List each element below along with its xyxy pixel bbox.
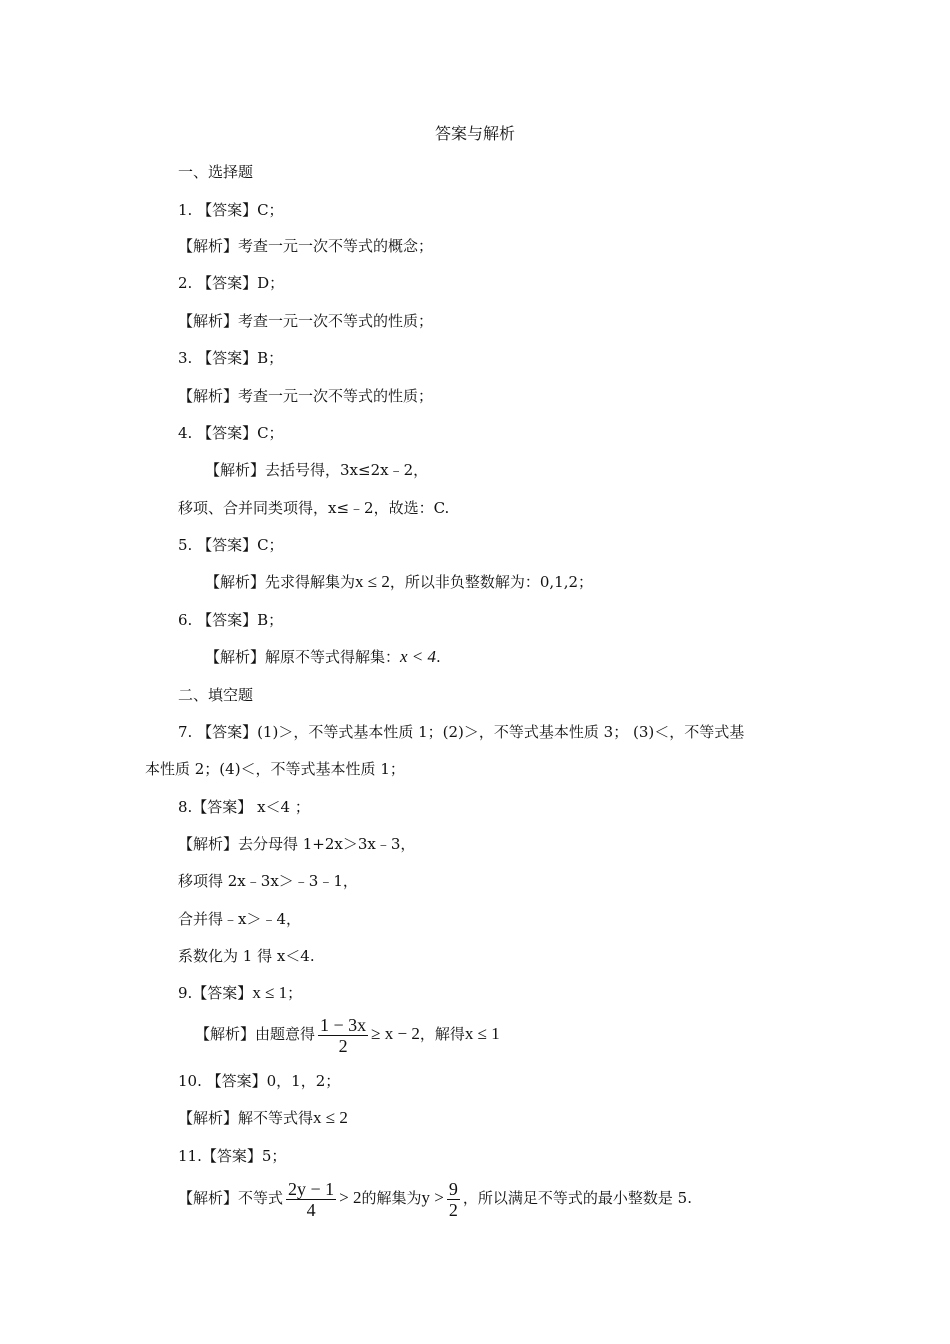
q9-explanation-math: ≥ x − 2 <box>371 1024 420 1043</box>
q9-answer-math: x ≤ 1 <box>252 983 288 1002</box>
q10-answer: 10. 【答案】0，1，2； <box>178 1072 341 1090</box>
q5-explanation <box>205 572 593 592</box>
q11-fraction-numerator: 2y − 1 <box>288 1178 335 1199</box>
q6-explanation-text: 【解析】解原不等式得解集： <box>205 648 401 666</box>
q5-math: x ≤ 2 <box>355 572 390 591</box>
q7-answer-line-1: 7. 【答案】(1)＞，不等式基本性质 1；(2)＞，不等式基本性质 3； (3)＜，不等式基 <box>178 723 745 741</box>
q2-answer: 2. 【答案】D； <box>178 274 285 292</box>
section-heading-choice: 一、选择题 <box>178 163 254 181</box>
q9-explanation-text: 【解析】由题意得 <box>195 1025 316 1043</box>
page-title: 答案与解析 <box>434 124 515 143</box>
q7-answer-line-2: 本性质 2；(4)＜，不等式基本性质 1； <box>145 760 405 778</box>
q2-explanation: 【解析】考查一元一次不等式的性质； <box>178 312 434 330</box>
q8-explanation-2: 移项得 2x﹣3x＞﹣3﹣1， <box>178 872 358 890</box>
q1-explanation: 【解析】考查一元一次不等式的概念； <box>178 237 434 255</box>
q6-answer: 6. 【答案】B； <box>178 611 284 629</box>
q6-explanation-text-2: . <box>436 648 441 666</box>
q11-explanation-math: > 2 <box>339 1188 362 1207</box>
q11-explanation-math-2: y > <box>421 1188 444 1207</box>
q5-explanation-text: 【解析】先求得解集为 <box>205 573 356 591</box>
q8-answer: 8.【答案】 x＜4 ； <box>178 798 310 816</box>
q11-fraction-denominator: 4 <box>306 1199 316 1220</box>
q8-explanation-1: 【解析】去分母得 1+2x＞3x﹣3， <box>178 835 416 853</box>
q11-explanation-text: 【解析】不等式 <box>178 1189 284 1207</box>
q8-explanation-3: 合并得﹣x＞﹣4， <box>178 910 302 928</box>
q4-explanation: 【解析】去括号得，3x≤2x﹣2， <box>205 461 429 479</box>
q9-fraction <box>318 1015 368 1056</box>
q8-explanation-4: 系数化为 1 得 x＜4. <box>178 947 315 965</box>
q9-explanation-text-2: ，解得 <box>419 1025 465 1043</box>
q9-fraction-denominator: 2 <box>338 1035 348 1056</box>
q6-math: x < 4 <box>400 647 437 666</box>
q11-answer: 11.【答案】5； <box>178 1147 287 1165</box>
q10-explanation-text: 【解析】解不等式得 <box>178 1109 314 1127</box>
q11-explanation-text-2: 的解集为 <box>361 1189 422 1207</box>
q9-fraction-numerator: 1 − 3x <box>320 1014 367 1035</box>
q9-answer-label: 9.【答案】 <box>178 984 253 1002</box>
q3-answer: 3. 【答案】B； <box>178 349 284 367</box>
q10-explanation <box>178 1108 348 1128</box>
q1-answer: 1. 【答案】C； <box>178 201 284 219</box>
q11-fraction-2-numerator: 9 <box>448 1178 458 1199</box>
q9-answer-end: ； <box>287 984 303 1002</box>
q9-explanation <box>195 1012 500 1056</box>
q6-explanation <box>205 647 441 667</box>
q5-answer: 5. 【答案】C； <box>178 536 284 554</box>
q4-explanation-2: 移项、合并同类项得，x≤﹣2，故选：C. <box>178 499 450 517</box>
q5-explanation-text-2: ，所以非负整数解为：0,1,2； <box>389 573 594 591</box>
q4-answer: 4. 【答案】C； <box>178 424 284 442</box>
q11-fraction-2-denominator: 2 <box>448 1199 458 1220</box>
q10-explanation-math: x ≤ 2 <box>313 1108 348 1127</box>
q11-explanation-text-3: ，所以满足不等式的最小整数是 5. <box>462 1189 692 1207</box>
q9-answer <box>178 983 302 1003</box>
q11-explanation <box>178 1176 692 1220</box>
q11-fraction <box>286 1179 336 1220</box>
q9-explanation-math-2: x ≤ 1 <box>464 1024 500 1043</box>
q11-fraction-2 <box>447 1179 460 1220</box>
q3-explanation: 【解析】考查一元一次不等式的性质； <box>178 387 434 405</box>
section-heading-fill: 二、填空题 <box>178 686 254 704</box>
